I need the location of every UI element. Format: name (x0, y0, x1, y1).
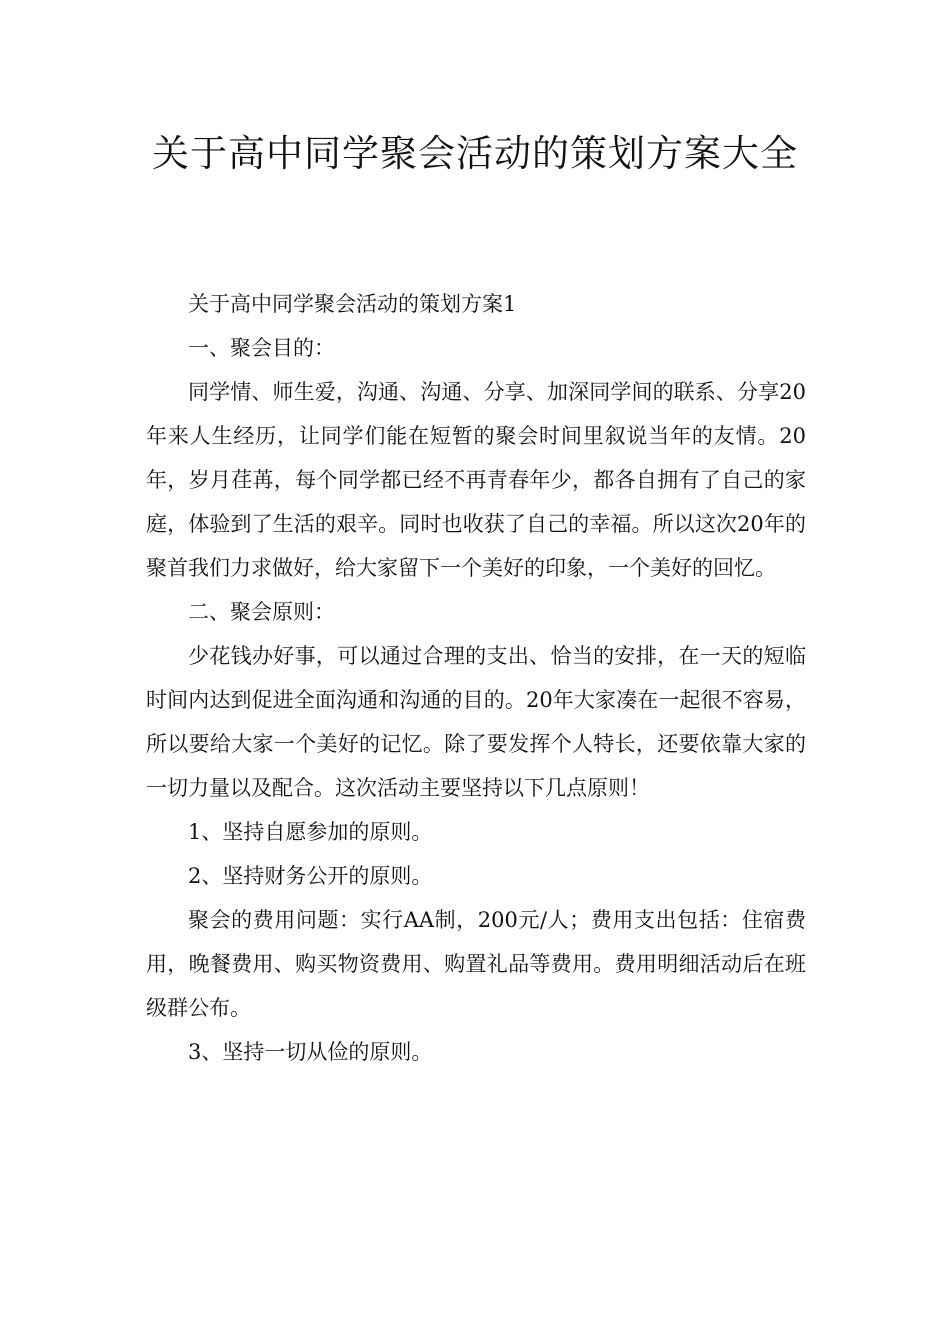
purpose-paragraph: 同学情、师生爱，沟通、沟通、分享、加深同学间的联系、分享20年来人生经历，让同学们能在短暂的聚会时间里叙说当年的友情。20年，岁月荏苒，每个同学都已经不再青春年少，都各自拥有了自己的家庭，体验到了生活的艰辛。同时也收获了自己的幸福。所以这次20年的聚首我们力求做好，给大家留下一个美好的印象，一个美好的回忆。 (146, 380, 806, 580)
section-heading-principles: 二、聚会原则： (188, 600, 335, 624)
cost-paragraph: 聚会的费用问题：实行AA制，200元/人；费用支出包括：住宿费用，晚餐费用、购买物资费用、购置礼品等费用。费用明细活动后在班级群公布。 (146, 908, 806, 1020)
section-heading-purpose: 一、聚会目的： (188, 336, 335, 360)
principle-item-1: 1、坚持自愿参加的原则。 (188, 820, 433, 844)
principle-item-3: 3、坚持一切从俭的原则。 (188, 1040, 433, 1064)
document-title: 关于高中同学聚会活动的策划方案大全 (152, 132, 798, 175)
principle-item-2: 2、坚持财务公开的原则。 (188, 864, 433, 888)
subtitle-paragraph: 关于高中同学聚会活动的策划方案1 (188, 292, 517, 316)
principles-paragraph: 少花钱办好事，可以通过合理的支出、恰当的安排，在一天的短临时间内达到促进全面沟通和沟通的目的。20年大家凑在一起很不容易，所以要给大家一个美好的记忆。除了要发挥个人特长，还要依靠大家的一切力量以及配合。这次活动主要坚持以下几点原则！ (146, 644, 806, 800)
document-body (146, 282, 806, 1074)
